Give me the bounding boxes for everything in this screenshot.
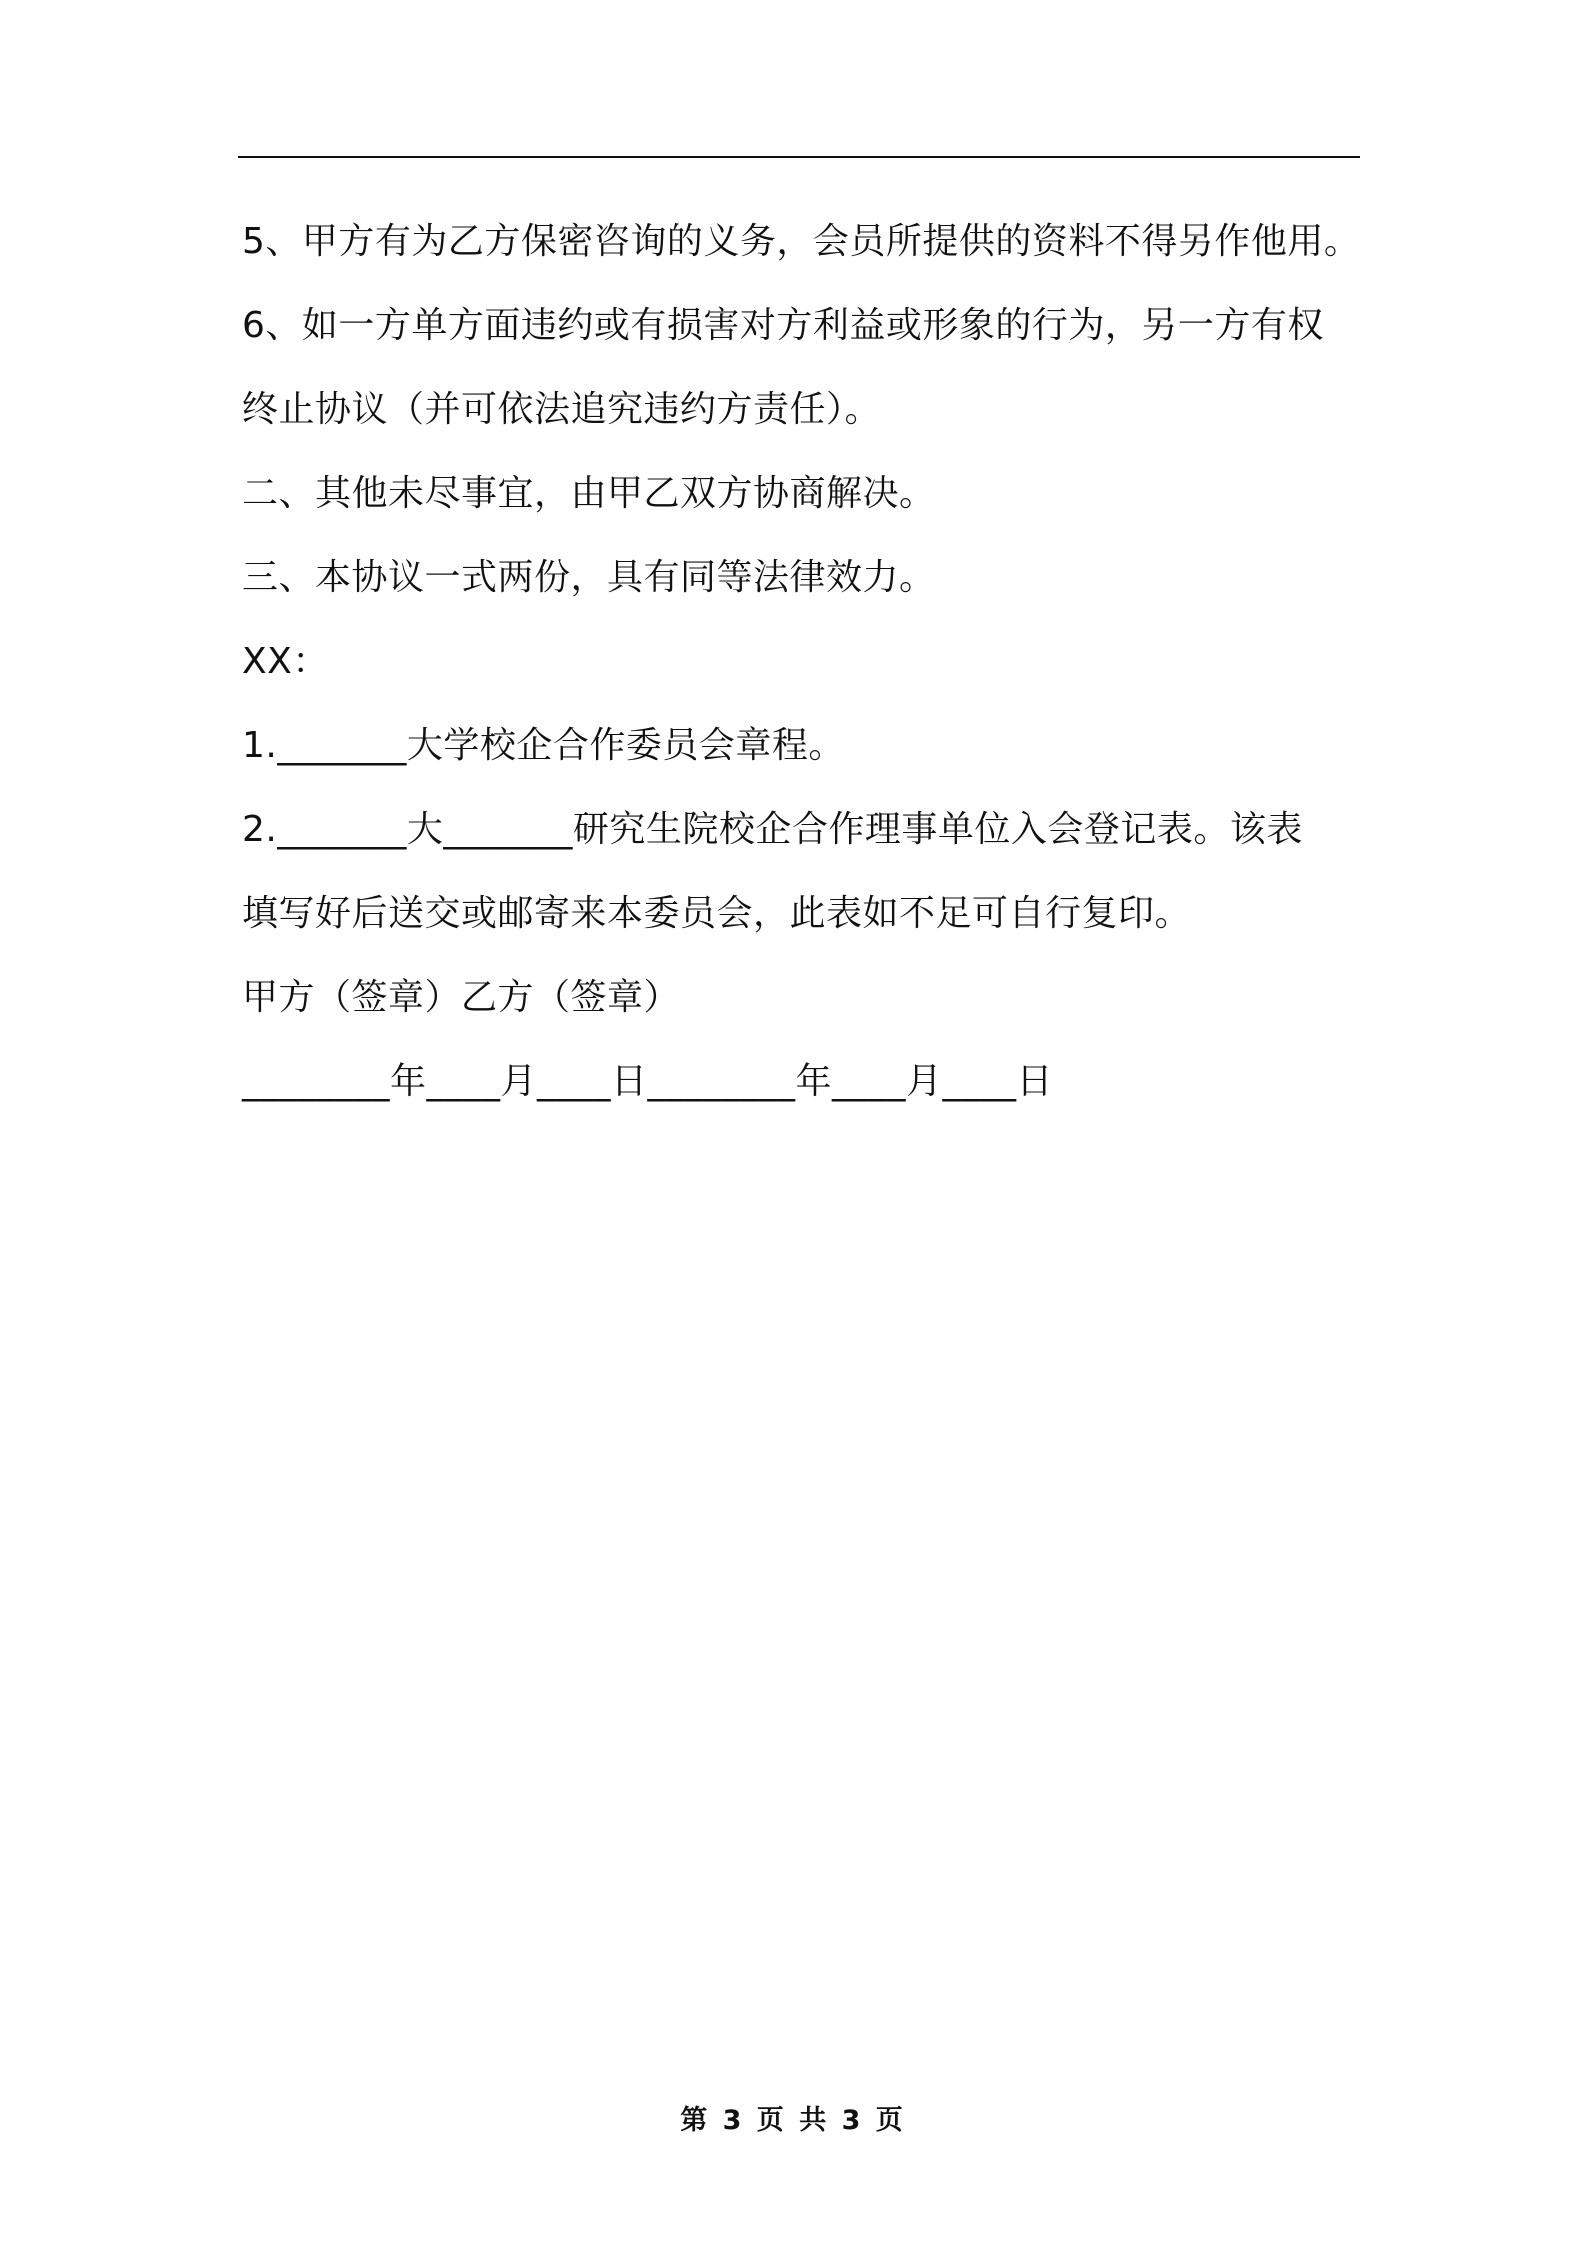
clause-5: 5、甲方有为乙方保密咨询的义务，会员所提供的资料不得另作他用。 [242,221,1361,262]
header-rule [238,156,1360,158]
attachments-heading: XX： [242,641,329,682]
page-footer: 第 3 页 共 3 页 [680,2105,906,2136]
attachment-1: 1._______大学校企合作委员会章程。 [242,725,845,766]
attachment-2-line-1: 2._______大_______研究生院校企合作理事单位入会登记表。该表 [242,809,1303,850]
section-two: 二、其他未尽事宜，由甲乙双方协商解决。 [242,473,936,514]
section-three: 三、本协议一式两份，具有同等法律效力。 [242,557,936,598]
clause-6-line-1: 6、如一方单方面违约或有损害对方利益或形象的行为，另一方有权 [242,305,1324,346]
signature-line: 甲方（签章）乙方（签章） [242,977,681,1018]
date-line: ________年____月____日________年____月____日 [242,1061,1053,1102]
document-body [242,200,1382,1124]
attachment-2-line-2: 填写好后送交或邮寄来本委员会，此表如不足可自行复印。 [242,893,1192,934]
clause-6-line-2: 终止协议（并可依法追究违约方责任）。 [242,389,882,430]
